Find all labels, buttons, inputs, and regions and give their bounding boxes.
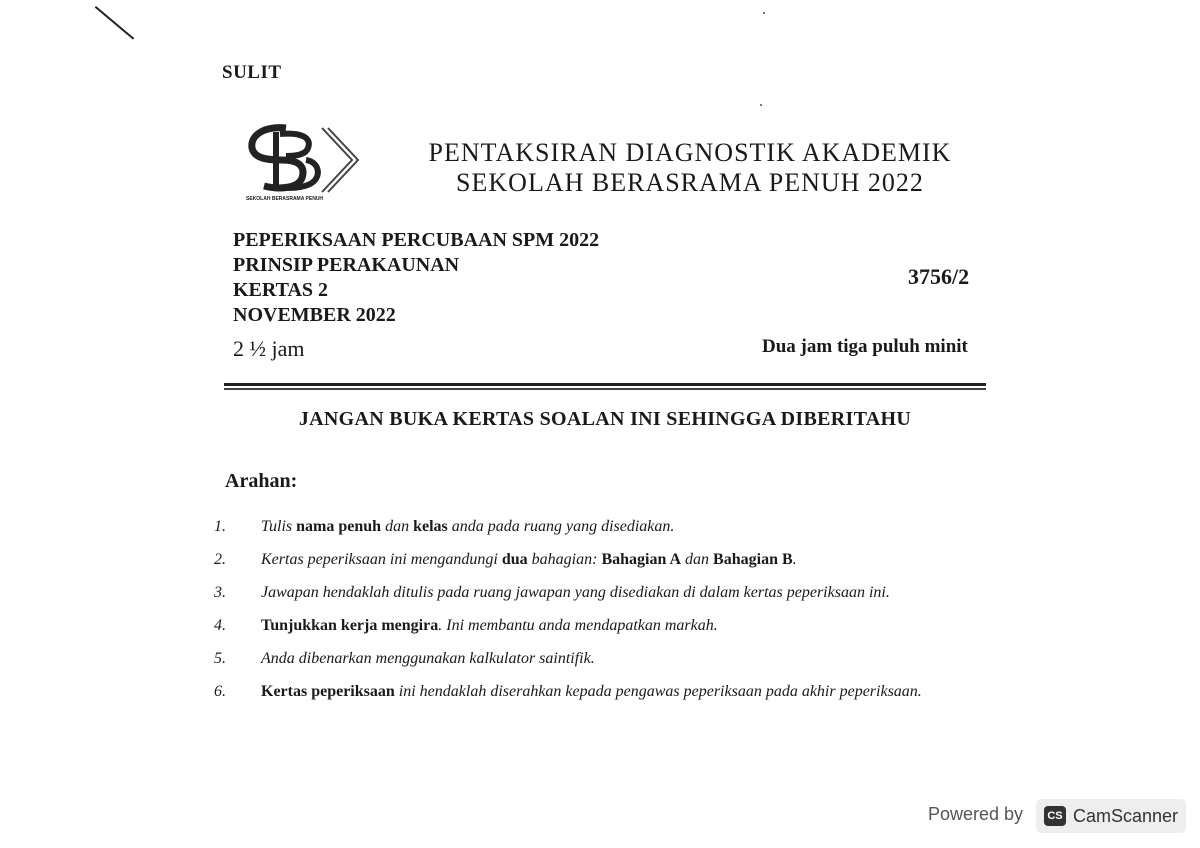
instruction-number: 5. <box>214 650 226 667</box>
divider-rule <box>224 383 986 386</box>
document-title <box>400 138 980 198</box>
pen-stroke-mark <box>95 6 135 40</box>
instruction-text: Jawapan hendaklah ditulis pada ruang jawapan yang disediakan di dalam kertas peperiksaan ini. <box>261 584 890 601</box>
logo-caption: SEKOLAH BERASRAMA PENUH <box>246 196 324 202</box>
instruction-number: 3. <box>214 584 226 601</box>
exam-paper: KERTAS 2 <box>233 279 329 301</box>
instruction-text: Kertas peperiksaan ini hendaklah diserahkan kepada pengawas peperiksaan pada akhir peperiksaan. <box>261 683 922 700</box>
duration: 2 ½ jam <box>233 336 305 361</box>
exam-name: PEPERIKSAAN PERCUBAAN SPM 2022 <box>233 229 600 251</box>
paper-code: 3756/2 <box>908 264 970 289</box>
powered-by-text: Powered by <box>928 804 1024 824</box>
exam-details <box>233 228 599 328</box>
exam-subject: PRINSIP PERAKAUNAN <box>233 254 460 276</box>
camscanner-brand: CamScanner <box>1073 806 1179 826</box>
exam-date: NOVEMBER 2022 <box>233 304 396 326</box>
divider-rule <box>224 388 986 390</box>
title-line-2: SEKOLAH BERASRAMA PENUH 2022 <box>456 168 924 197</box>
instruction-text: Kertas peperiksaan ini mengandungi dua bahagian: Bahagian A dan Bahagian B. <box>261 551 797 568</box>
instruction-text: Anda dibenarkan menggunakan kalkulator saintifik. <box>261 650 595 667</box>
instructions-heading: Arahan: <box>225 470 298 492</box>
scan-speck <box>763 12 765 14</box>
title-line-1: PENTAKSIRAN DIAGNOSTIK AKADEMIK <box>428 138 952 167</box>
duration-words: Dua jam tiga puluh minit <box>762 336 968 357</box>
sbp-logo-icon <box>246 122 364 194</box>
camscanner-badge <box>1036 799 1186 833</box>
instruction-text: Tulis nama penuh dan kelas anda pada ruang yang disediakan. <box>261 518 675 535</box>
instruction-number: 6. <box>214 683 226 700</box>
sbp-logo <box>246 122 364 208</box>
instruction-number: 2. <box>214 551 226 568</box>
instruction-text: Tunjukkan kerja mengira. Ini membantu anda mendapatkan markah. <box>261 617 718 634</box>
classification-label: SULIT <box>222 62 282 83</box>
scan-speck <box>760 104 762 106</box>
warning-banner: JANGAN BUKA KERTAS SOALAN INI SEHINGGA DIBERITAHU <box>298 408 912 430</box>
camscanner-icon: CS <box>1044 806 1066 826</box>
instruction-number: 1. <box>214 518 226 535</box>
instruction-number: 4. <box>214 617 226 634</box>
